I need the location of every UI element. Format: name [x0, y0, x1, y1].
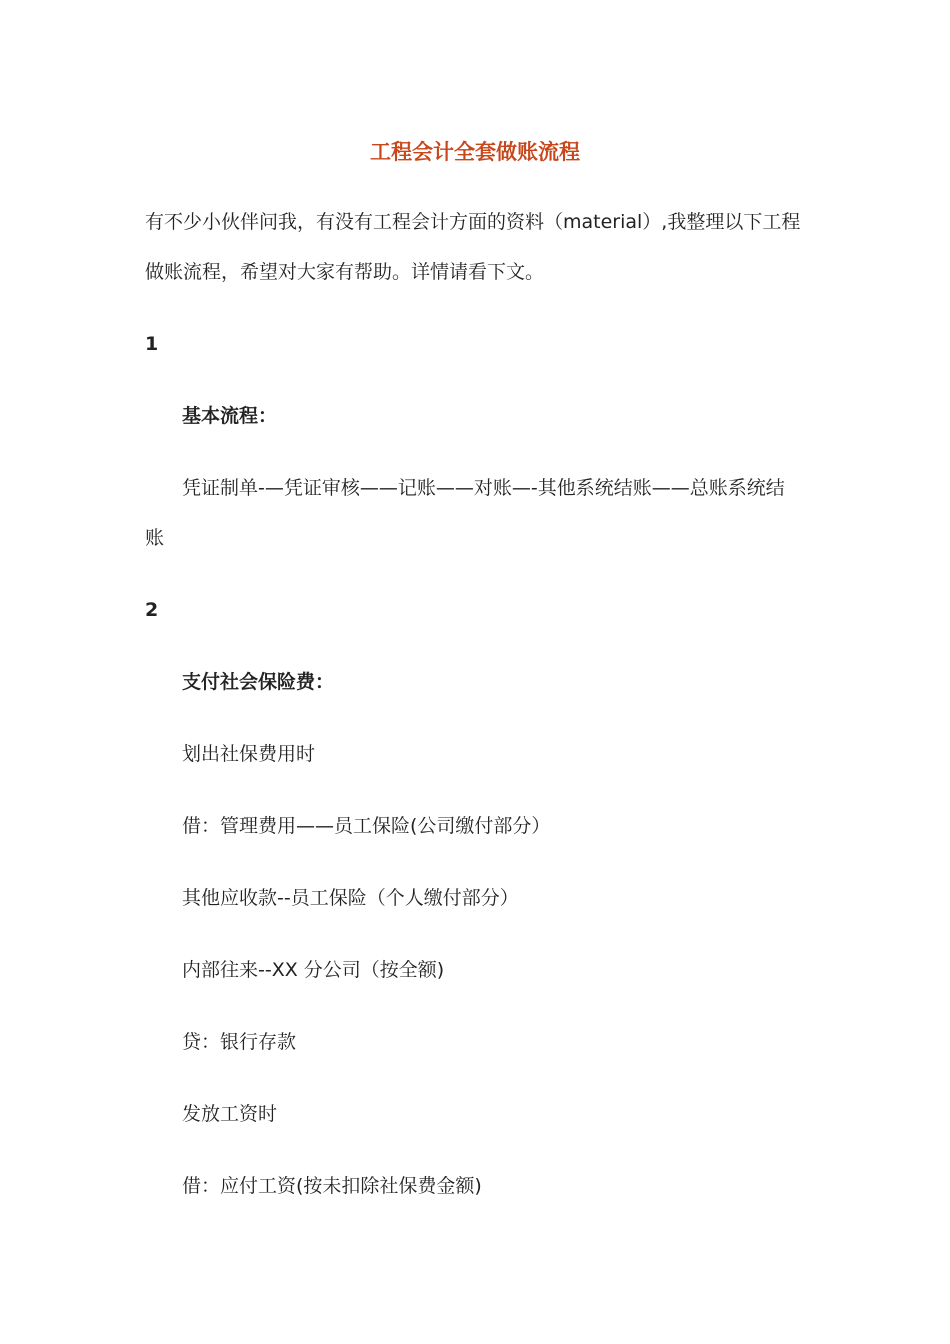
section-1-line-1: 凭证制单-—凭证审核——记账——对账—-其他系统结账——总账系统结	[182, 477, 785, 499]
intro-line-2: 做账流程，希望对大家有帮助。详情请看下文。	[145, 261, 545, 283]
section-2-number: 2	[145, 599, 159, 621]
section-2-line-2: 借：管理费用——员工保险(公司缴付部分）	[182, 815, 551, 837]
section-2-line-5: 贷：银行存款	[182, 1031, 297, 1053]
section-2-line-6: 发放工资时	[182, 1103, 278, 1125]
document-title: 工程会计全套做账流程	[370, 140, 580, 164]
intro-line-1: 有不少小伙伴问我，有没有工程会计方面的资料（material）,我整理以下工程	[145, 211, 801, 233]
section-1-heading: 基本流程：	[182, 405, 278, 427]
section-2-heading: 支付社会保险费：	[182, 671, 335, 693]
section-2-line-1: 划出社保费用时	[182, 743, 316, 765]
section-2-line-7: 借：应付工资(按未扣除社保费金额)	[182, 1175, 482, 1197]
section-2-line-4: 内部往来--XX 分公司（按全额)	[182, 959, 445, 981]
section-1-number: 1	[145, 333, 159, 355]
section-1-line-2: 账	[145, 527, 165, 549]
section-2-line-3: 其他应收款--员工保险（个人缴付部分）	[182, 887, 519, 909]
